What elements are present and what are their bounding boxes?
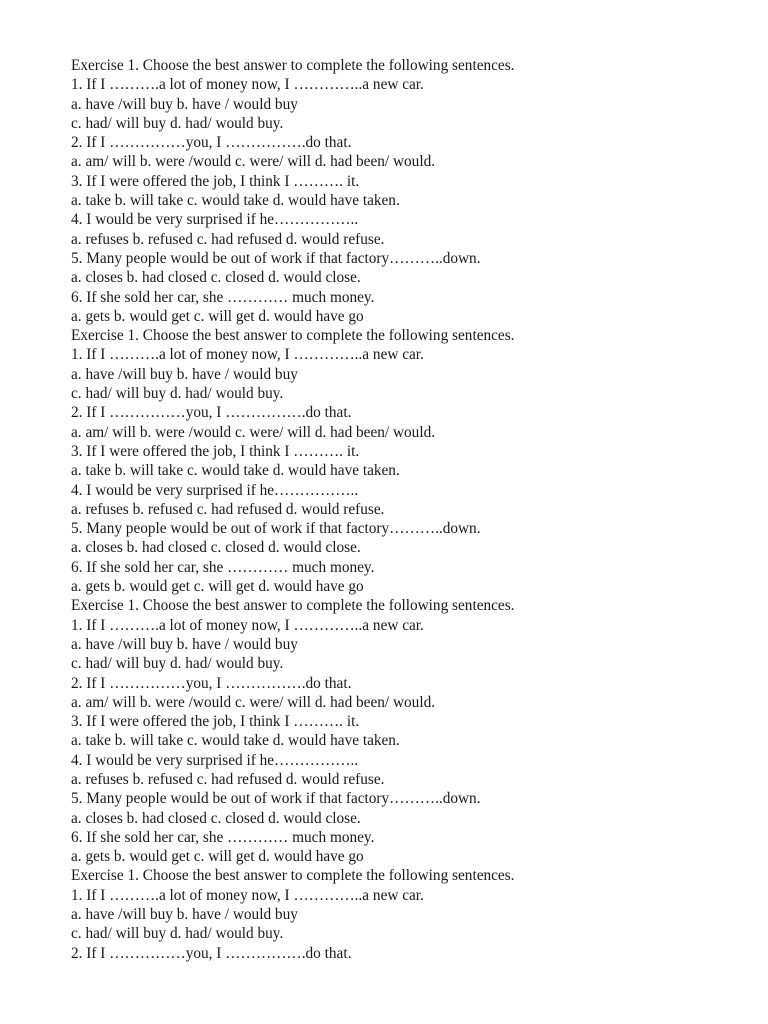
- question-1-options-ab: a. have /will buy b. have / would buy: [71, 635, 298, 653]
- question-3: 3. If I were offered the job, I think I ………. it.: [71, 713, 360, 731]
- question-1: 1. If I ……….a lot of money now, I …………..a new car.: [71, 886, 424, 904]
- question-1-options-cd: c. had/ will buy d. had/ would buy.: [71, 385, 284, 403]
- question-5-options: a. closes b. had closed c. closed d. would close.: [71, 269, 361, 287]
- question-2: 2. If I ……………you, I …………….do that.: [71, 404, 352, 422]
- question-4-options: a. refuses b. refused c. had refused d. would refuse.: [71, 500, 385, 518]
- question-1-options-cd: c. had/ will buy d. had/ would buy.: [71, 114, 284, 132]
- question-5: 5. Many people would be out of work if that factory………..down.: [71, 790, 481, 808]
- question-6: 6. If she sold her car, she ………… much money.: [71, 288, 375, 306]
- question-6-options: a. gets b. would get c. will get d. would have go: [71, 578, 364, 596]
- question-5-options: a. closes b. had closed c. closed d. would close.: [71, 539, 361, 557]
- question-4-options: a. refuses b. refused c. had refused d. would refuse.: [71, 770, 385, 788]
- exercise-heading: Exercise 1. Choose the best answer to complete the following sentences.: [71, 327, 515, 345]
- question-1-options-ab: a. have /will buy b. have / would buy: [71, 365, 298, 383]
- question-5-options: a. closes b. had closed c. closed d. would close.: [71, 809, 361, 827]
- question-1: 1. If I ……….a lot of money now, I …………..a new car.: [71, 76, 424, 94]
- question-1-options-ab: a. have /will buy b. have / would buy: [71, 906, 298, 924]
- question-4: 4. I would be very surprised if he……………..: [71, 481, 359, 499]
- question-4: 4. I would be very surprised if he……………..: [71, 751, 359, 769]
- question-5: 5. Many people would be out of work if that factory………..down.: [71, 520, 481, 538]
- question-6: 6. If she sold her car, she ………… much money.: [71, 828, 375, 846]
- question-3-options: a. take b. will take c. would take d. would have taken.: [71, 732, 400, 750]
- document-body: [71, 56, 751, 963]
- question-1-options-cd: c. had/ will buy d. had/ would buy.: [71, 655, 284, 673]
- question-2: 2. If I ……………you, I …………….do that.: [71, 134, 352, 152]
- question-3: 3. If I were offered the job, I think I ………. it.: [71, 442, 360, 460]
- question-2: 2. If I ……………you, I …………….do that.: [71, 674, 352, 692]
- question-4-options: a. refuses b. refused c. had refused d. would refuse.: [71, 230, 385, 248]
- question-5: 5. Many people would be out of work if that factory………..down.: [71, 249, 481, 267]
- question-3: 3. If I were offered the job, I think I ………. it.: [71, 172, 360, 190]
- question-1: 1. If I ……….a lot of money now, I …………..a new car.: [71, 616, 424, 634]
- question-1-options-ab: a. have /will buy b. have / would buy: [71, 95, 298, 113]
- question-4: 4. I would be very surprised if he……………..: [71, 211, 359, 229]
- question-6-options: a. gets b. would get c. will get d. would have go: [71, 848, 364, 866]
- question-1-options-cd: c. had/ will buy d. had/ would buy.: [71, 925, 284, 943]
- exercise-heading: Exercise 1. Choose the best answer to complete the following sentences.: [71, 597, 515, 615]
- question-2-options: a. am/ will b. were /would c. were/ will d. had been/ would.: [71, 153, 436, 171]
- question-3-options: a. take b. will take c. would take d. would have taken.: [71, 462, 400, 480]
- question-2: 2. If I ……………you, I …………….do that.: [71, 944, 352, 962]
- question-2-options: a. am/ will b. were /would c. were/ will d. had been/ would.: [71, 693, 436, 711]
- question-3-options: a. take b. will take c. would take d. would have taken.: [71, 192, 400, 210]
- question-6: 6. If she sold her car, she ………… much money.: [71, 558, 375, 576]
- exercise-heading: Exercise 1. Choose the best answer to complete the following sentences.: [71, 57, 515, 74]
- question-6-options: a. gets b. would get c. will get d. would have go: [71, 307, 364, 325]
- question-2-options: a. am/ will b. were /would c. were/ will d. had been/ would.: [71, 423, 436, 441]
- exercise-heading: Exercise 1. Choose the best answer to complete the following sentences.: [71, 867, 515, 885]
- question-1: 1. If I ……….a lot of money now, I …………..a new car.: [71, 346, 424, 364]
